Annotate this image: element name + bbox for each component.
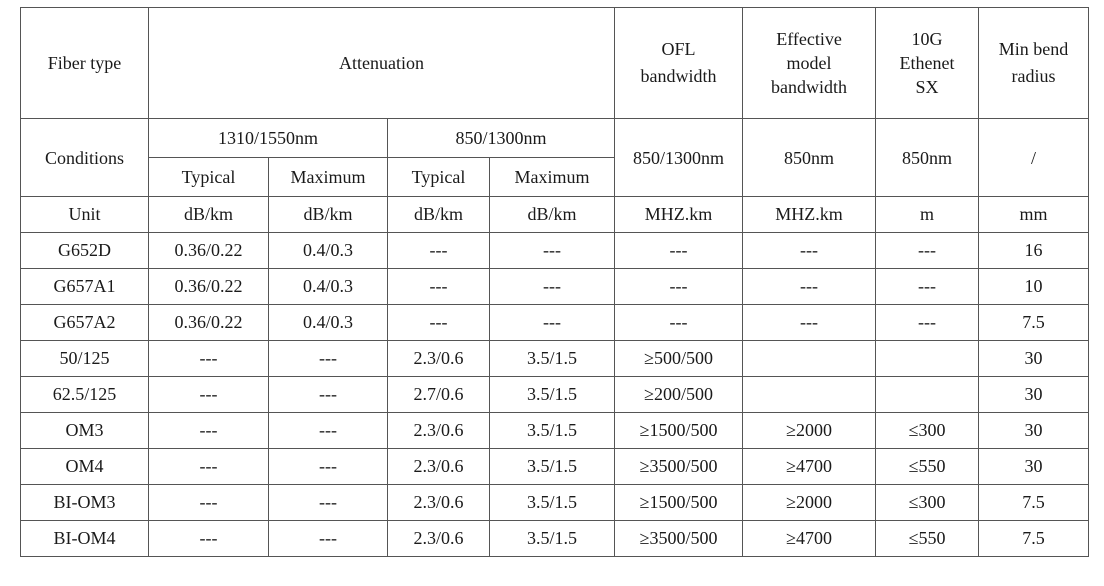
header-emb-line-3: bandwidth	[771, 77, 848, 97]
table-cell: ---	[149, 341, 269, 377]
table-cell	[743, 377, 876, 413]
fiber-type-cell: G657A1	[21, 269, 149, 305]
header-effective-model-bandwidth	[743, 8, 876, 119]
conditions-row	[21, 119, 1089, 158]
table-cell: 30	[979, 413, 1089, 449]
table-cell	[876, 341, 979, 377]
unit-cell: Unit	[21, 197, 149, 233]
unit-cell: dB/km	[490, 197, 615, 233]
table-cell: ---	[388, 233, 490, 269]
table-cell: ≥1500/500	[615, 413, 743, 449]
table-cell: ≥2000	[743, 413, 876, 449]
table-cell: ≥2000	[743, 485, 876, 521]
table-cell: 0.4/0.3	[269, 233, 388, 269]
conditions-maximum-2: Maximum	[490, 158, 615, 197]
table-row	[21, 341, 1089, 377]
table-cell: 3.5/1.5	[490, 449, 615, 485]
table-cell: 30	[979, 377, 1089, 413]
header-bend-line-2: radius	[1011, 66, 1056, 86]
unit-row	[21, 197, 1089, 233]
table-cell: 7.5	[979, 485, 1089, 521]
fiber-type-cell: OM3	[21, 413, 149, 449]
table-cell: 0.4/0.3	[269, 305, 388, 341]
table-row	[21, 269, 1089, 305]
conditions-band-850-1300: 850/1300nm	[388, 119, 615, 158]
header-attenuation: Attenuation	[149, 8, 615, 119]
table-cell: ---	[269, 413, 388, 449]
table-cell: ---	[743, 269, 876, 305]
fiber-type-cell: G652D	[21, 233, 149, 269]
header-emb-line-1: Effective	[776, 29, 842, 49]
table-cell: 2.3/0.6	[388, 341, 490, 377]
table-cell: 2.3/0.6	[388, 449, 490, 485]
header-ofl-bandwidth	[615, 8, 743, 119]
table-cell: ---	[149, 413, 269, 449]
unit-cell: dB/km	[269, 197, 388, 233]
fiber-spec-table	[20, 7, 1089, 557]
header-eth-line-1: 10G	[911, 29, 943, 49]
header-bend-line-1: Min bend	[998, 39, 1069, 59]
table-cell: ≥200/500	[615, 377, 743, 413]
table-cell: ---	[743, 305, 876, 341]
table-cell: 30	[979, 449, 1089, 485]
conditions-label: Conditions	[21, 119, 149, 197]
table-row	[21, 521, 1089, 557]
table-cell: ---	[269, 377, 388, 413]
table-cell: ≥3500/500	[615, 521, 743, 557]
header-eth-line-3: SX	[915, 77, 939, 97]
table-cell	[876, 377, 979, 413]
table-cell: ≥4700	[743, 521, 876, 557]
table-cell: 2.3/0.6	[388, 485, 490, 521]
unit-cell: m	[876, 197, 979, 233]
table-cell: ---	[615, 233, 743, 269]
table-cell: 3.5/1.5	[490, 521, 615, 557]
table-cell: 30	[979, 341, 1089, 377]
header-ofl-line-1: OFL	[661, 39, 696, 59]
table-cell: ---	[490, 233, 615, 269]
conditions-ofl: 850/1300nm	[615, 119, 743, 197]
table-cell: ---	[269, 341, 388, 377]
conditions-emb: 850nm	[743, 119, 876, 197]
fiber-type-cell: BI-OM4	[21, 521, 149, 557]
table-cell: ---	[615, 269, 743, 305]
table-cell: ---	[149, 521, 269, 557]
fiber-type-cell: OM4	[21, 449, 149, 485]
header-min-bend-radius	[979, 8, 1089, 119]
unit-cell: dB/km	[388, 197, 490, 233]
table-cell: ---	[490, 305, 615, 341]
table-row	[21, 485, 1089, 521]
table-cell: ---	[149, 377, 269, 413]
table-cell: ≥500/500	[615, 341, 743, 377]
table-cell: 3.5/1.5	[490, 341, 615, 377]
table-cell: 0.36/0.22	[149, 269, 269, 305]
table-cell: 3.5/1.5	[490, 413, 615, 449]
table-row	[21, 377, 1089, 413]
table-cell: ≤550	[876, 449, 979, 485]
table-cell: ≤550	[876, 521, 979, 557]
conditions-ethernet: 850nm	[876, 119, 979, 197]
table-cell: 2.3/0.6	[388, 521, 490, 557]
fiber-type-cell: 50/125	[21, 341, 149, 377]
fiber-type-cell: BI-OM3	[21, 485, 149, 521]
table-cell: 2.7/0.6	[388, 377, 490, 413]
table-cell: ≥3500/500	[615, 449, 743, 485]
table-cell: 3.5/1.5	[490, 377, 615, 413]
conditions-typical-2: Typical	[388, 158, 490, 197]
header-ofl-line-2: bandwidth	[640, 66, 717, 86]
table-cell: ---	[269, 521, 388, 557]
table-cell: 7.5	[979, 521, 1089, 557]
table-row	[21, 305, 1089, 341]
table-cell: ---	[490, 269, 615, 305]
table-cell: ---	[388, 305, 490, 341]
unit-cell: mm	[979, 197, 1089, 233]
table-cell: ≤300	[876, 413, 979, 449]
table-cell: 16	[979, 233, 1089, 269]
fiber-type-cell: G657A2	[21, 305, 149, 341]
header-fiber-type: Fiber type	[21, 8, 149, 119]
header-eth-line-2: Ethenet	[899, 53, 955, 73]
table-row	[21, 449, 1089, 485]
table-cell: ---	[615, 305, 743, 341]
table-cell: ---	[269, 449, 388, 485]
table-row	[21, 233, 1089, 269]
table-cell: 0.4/0.3	[269, 269, 388, 305]
table-cell: 0.36/0.22	[149, 305, 269, 341]
conditions-typical-1: Typical	[149, 158, 269, 197]
header-row	[21, 8, 1089, 119]
conditions-maximum-1: Maximum	[269, 158, 388, 197]
table-cell: ---	[149, 449, 269, 485]
table-cell: ---	[876, 269, 979, 305]
table-cell: 7.5	[979, 305, 1089, 341]
table-cell	[743, 341, 876, 377]
table-cell: 3.5/1.5	[490, 485, 615, 521]
conditions-bend: /	[979, 119, 1089, 197]
fiber-type-cell: 62.5/125	[21, 377, 149, 413]
table-cell: ---	[876, 305, 979, 341]
table-cell: ---	[388, 269, 490, 305]
table-cell: ---	[876, 233, 979, 269]
table-cell: 0.36/0.22	[149, 233, 269, 269]
header-10g-ethernet-sx	[876, 8, 979, 119]
unit-cell: MHZ.km	[743, 197, 876, 233]
table-cell: 2.3/0.6	[388, 413, 490, 449]
table-cell: ---	[743, 233, 876, 269]
table-cell: ---	[149, 485, 269, 521]
header-emb-line-2: model	[786, 53, 832, 73]
table-cell: ---	[269, 485, 388, 521]
table-cell: ≤300	[876, 485, 979, 521]
unit-cell: MHZ.km	[615, 197, 743, 233]
table-cell: 10	[979, 269, 1089, 305]
unit-cell: dB/km	[149, 197, 269, 233]
table-cell: ≥4700	[743, 449, 876, 485]
conditions-band-1310-1550: 1310/1550nm	[149, 119, 388, 158]
table-cell: ≥1500/500	[615, 485, 743, 521]
table-row	[21, 413, 1089, 449]
